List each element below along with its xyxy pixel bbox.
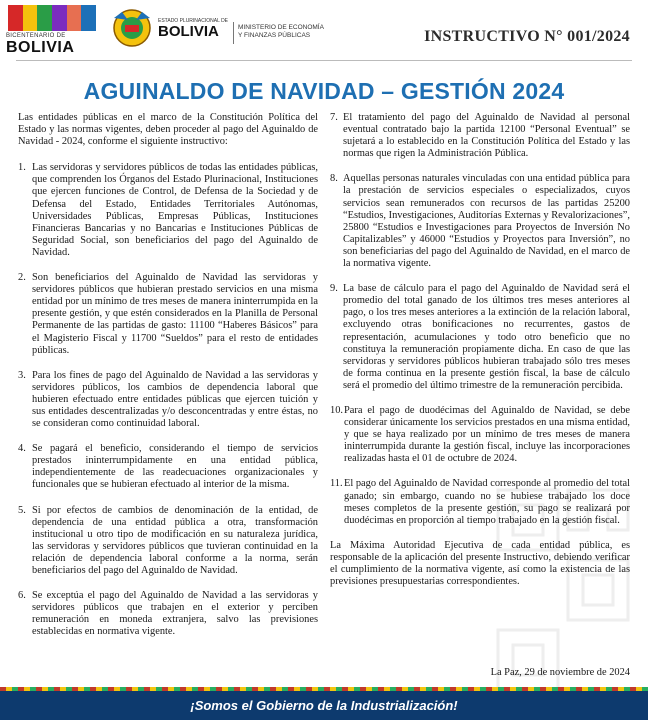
list-item xyxy=(18,370,318,430)
intro-paragraph: Las entidades públicas en el marco de la Constitución Política del Estado y las normas vigentes, deben proceder al pago del Aguinaldo de Navidad - 2024, conforme el siguiente instructivo: xyxy=(18,112,318,148)
item-text: Se pagará el beneficio, considerando el tiempo de servicios prestados ininterrumpidamente en una entidad pública, independientemente de las readecuaciones organizacionales y funcionales que se hubieran efectuado al interior de la misma. xyxy=(32,443,318,491)
item-number: 7. xyxy=(330,112,338,123)
list-item xyxy=(330,405,630,465)
item-text: Se exceptúa el pago del Aguinaldo de Navidad a las servidoras y servidores públicos que trabajen en el exterior y perciben remuneración en moneda extranjera, salvo las previsiones establecidas en normativa vigente. xyxy=(32,590,318,638)
item-text: El pago del Aguinaldo de Navidad corresponde al promedio del total ganado; sin embargo, cuando no se hubiese trabajado los doce meses completos de la presente gestión, su pago se realizará por duodécimas en proporción al tiempo trabajado en la gestión fiscal. xyxy=(344,478,630,526)
item-text: Las servidoras y servidores públicos de todas las entidades públicas, que comprenden los Órganos del Estado Plurinacional, Instituciones que ejercen funciones de Control, de Defensa de la Sociedad y de Defensa del Estado, Entidades Territoriales Autónomas, Universidades Públicas, Empresas Públicas, Instituciones Financieras Bancarias y no Bancarias e Instituciones Públicas de Seguridad Social, son beneficiarios del pago del Aguinaldo de Navidad. xyxy=(32,162,318,258)
item-number: 11. xyxy=(330,478,343,490)
list-item xyxy=(330,173,630,270)
estado-plurinacional-logo xyxy=(158,18,228,40)
list-item xyxy=(18,272,318,357)
footer-slogan: ¡Somos el Gobierno de la Industrialización! xyxy=(190,698,458,713)
ministry-line-2: Y FINANZAS PÚBLICAS xyxy=(238,32,311,39)
item-text: El tratamiento del pago del Aguinaldo de Navidad al personal eventual contratado bajo la partida 12100 “Personal Eventual” se sujetará a lo establecido en la Constitución Política del Estado y las normas que rigen la Administración Pública. xyxy=(343,112,630,160)
header-divider xyxy=(233,22,234,44)
ministry-name xyxy=(238,24,324,40)
list-item xyxy=(330,283,630,392)
list-item xyxy=(18,443,318,491)
item-number: 3. xyxy=(18,369,26,381)
instructivo-number: INSTRUCTIVO N° 001/2024 xyxy=(424,28,630,45)
document-date: La Paz, 29 de noviembre de 2024 xyxy=(490,667,630,678)
coat-of-arms-icon xyxy=(110,6,154,50)
item-text: Son beneficiarios del Aguinaldo de Navidad las servidoras y servidores públicos que hubieran prestado servicios en una misma entidad por un mínimo de tres meses de manera ininterrumpida en la presente gestión, y que estén considerados en la Planilla de Personal Permanente de las partidas de gasto: 11100 “Haberes Básicos” para el Magisterio Fiscal y 11700 “Sueldos” para el resto de entidades públicas. xyxy=(32,272,318,356)
list-item xyxy=(18,590,318,638)
document-title: AGUINALDO DE NAVIDAD – GESTIÓN 2024 xyxy=(83,78,565,104)
item-number: 6. xyxy=(18,590,26,602)
list-item xyxy=(18,162,318,259)
item-text: Para el pago de duodécimas del Aguinaldo de Navidad, se debe considerar únicamente los servicios prestados en una misma entidad, y que se haya realizado por un mínimo de tres meses de manera ininterrumpida durante la gestión fiscal, incluye las incorporaciones realizadas hasta el 01 de octubre de 2024. xyxy=(344,404,630,465)
item-number: 4. xyxy=(18,443,26,455)
item-number: 8. xyxy=(330,173,338,185)
item-text: Aquellas personas naturales vinculadas con una entidad pública para la prestación de servicios especiales o especializados, cuyos servicios sean remunerados con recursos de las partidas 25200 “Estudios, Investigaciones, Auditorías Externas y Revalorizaciones”, 25800 “Estudios e Investigaciones para Proyectos de Inversión No Capitalizables” y 46000 “Estudios y Proyectos para Inversión”, no son beneficiarias del pago del Aguinaldo de Navidad, en el marco de la normativa vigente. xyxy=(343,173,630,270)
ministry-line-1: MINISTERIO DE ECONOMÍA xyxy=(238,24,324,31)
right-column xyxy=(330,112,630,602)
logo-center-big-text: BOLIVIA xyxy=(158,23,219,40)
header-rule xyxy=(16,60,632,61)
item-number: 9. xyxy=(330,283,338,295)
logo-left-big-text: BOLIVIA xyxy=(6,39,75,56)
item-number: 5. xyxy=(18,504,26,516)
item-number: 2. xyxy=(18,272,26,284)
document-header xyxy=(0,0,648,62)
item-text: La base de cálculo para el pago del Aguinaldo de Navidad será el promedio del total ganado de los últimos tres meses anteriores al pago, o los tres meses anteriores a la extinción de la relación laboral, excluyendo otras bonificaciones no recurrentes, gastos de representación, acumulaciones y todo otro beneficio que no constituya la remuneración propiamente dicha. En caso de que las servidoras y servidores públicos hubieran trabajado sólo tres meses de forma continua en la presente gestión fiscal, la base de cálculo será el promedio del último trimestre de la remuneración percibida. xyxy=(343,283,630,391)
item-number: 10. xyxy=(330,404,343,416)
item-text: Si por efectos de cambios de denominación de la entidad, de dependencia de una entidad pública a otra, transformación institucional u otro tipo de modificación en su naturaleza jurídica, las servidoras y servidores públicos que tuvieran continuidad en la relación de dependencia laboral conforme a la norma, serán beneficiarios del pago del Aguinaldo de Navidad. xyxy=(32,504,318,576)
bicentenario-logo xyxy=(6,5,98,57)
item-text: Para los fines de pago del Aguinaldo de Navidad a las servidoras y servidores públicos, los cambios de dependencia laboral que hubieren efectuado entre entidades públicas que ejercen tuición y sus entidades descentralizadas y/o desconcentradas y entre éstas, no se consideran como continuidad laboral. xyxy=(32,369,318,430)
left-column xyxy=(18,112,318,651)
closing-paragraph: La Máxima Autoridad Ejecutiva de cada entidad pública, es responsable de la aplicación del presente Instructivo, debiendo verificar el cumplimiento de la normativa vigente, así como la existencia de las previsiones presupuestarias correspondientes. xyxy=(330,539,630,588)
list-item xyxy=(330,478,630,526)
item-number: 1. xyxy=(18,162,26,174)
list-item xyxy=(330,112,630,160)
logo-left-small-text: BICENTENARIO DE xyxy=(6,33,66,39)
bicentenario-emblem-icon xyxy=(8,5,96,31)
list-item xyxy=(18,505,318,578)
logo-center-small-text: ESTADO PLURINACIONAL DE xyxy=(158,18,229,24)
